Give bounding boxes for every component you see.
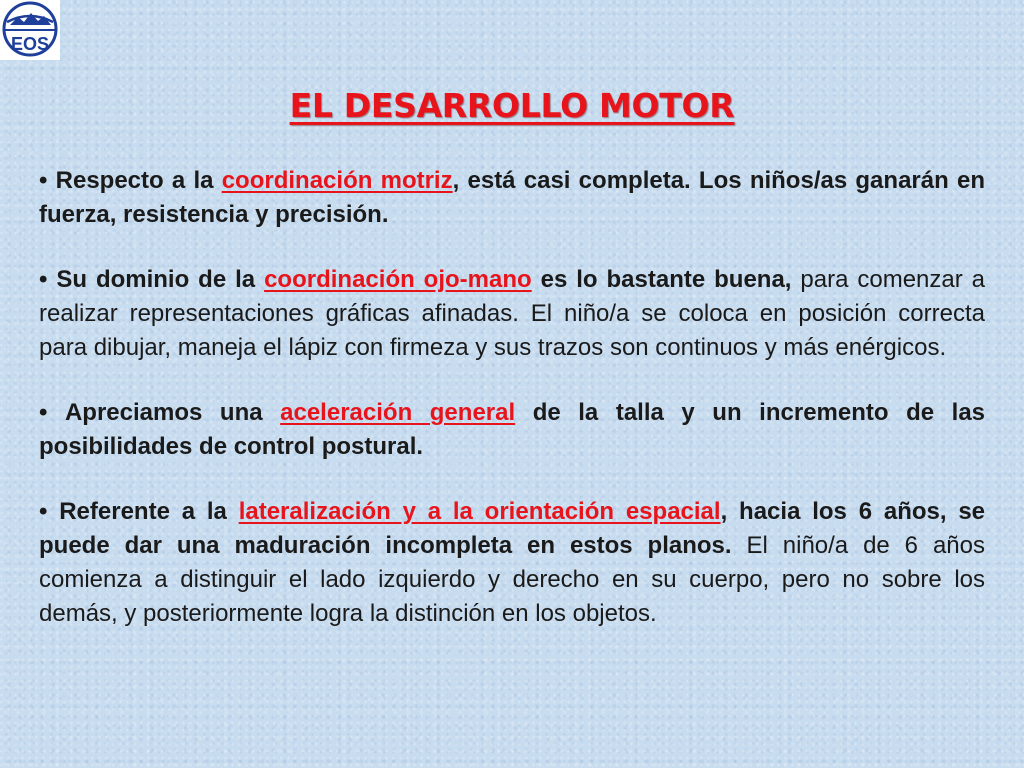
eos-globe-logo-icon	[0, 0, 60, 60]
svg-text:EOS: EOS	[10, 34, 50, 54]
paragraph-lateralizacion	[39, 495, 985, 631]
paragraph-text: Apreciamos una	[64, 399, 281, 426]
highlighted-term: coordinación ojo-mano	[264, 266, 532, 293]
paragraph-aceleracion-general	[39, 396, 985, 464]
paragraph-coordinacion-ojo-mano	[39, 263, 985, 365]
paragraph-text: El niño/a de 6 años comienza a distinguir el lado izquierdo y derecho en su cuerpo, pero no sobre los demás, y posteriormente logra la distinción en los objetos.	[39, 532, 985, 627]
highlighted-term: aceleración general	[280, 399, 516, 426]
bullet: •	[39, 167, 48, 194]
paragraph-text: , está casi completa. Los niños/as ganarán en fuerza, resistencia y precisión.	[39, 167, 985, 228]
paragraph-text: Respecto a la	[55, 167, 222, 194]
paragraph-text: , hacia los 6 años, se puede dar una maduración incompleta en estos planos.	[39, 498, 986, 559]
bullet: •	[39, 266, 48, 293]
bullet: •	[39, 399, 48, 426]
highlighted-term: coordinación motriz	[221, 167, 453, 194]
paragraph-text: es lo bastante buena,	[531, 266, 792, 293]
paragraph-text: de la talla y un incremento de las posibilidades de control postural.	[39, 399, 986, 460]
slide-content	[39, 164, 985, 662]
paragraph-text: Referente a la	[59, 498, 239, 525]
paragraph-text: Su dominio de la	[56, 266, 265, 293]
paragraph-coordinacion-motriz	[39, 164, 985, 232]
paragraph-text: para comenzar a realizar representaciones gráficas afinadas. El niño/a se coloca en posición correcta para dibujar, maneja el lápiz con firmeza y sus trazos son continuos y más enérgicos.	[39, 266, 986, 361]
bullet: •	[39, 498, 48, 525]
page-title: EL DESARROLLO MOTOR	[289, 86, 735, 125]
highlighted-term: lateralización y a la orientación espacial	[238, 498, 721, 525]
